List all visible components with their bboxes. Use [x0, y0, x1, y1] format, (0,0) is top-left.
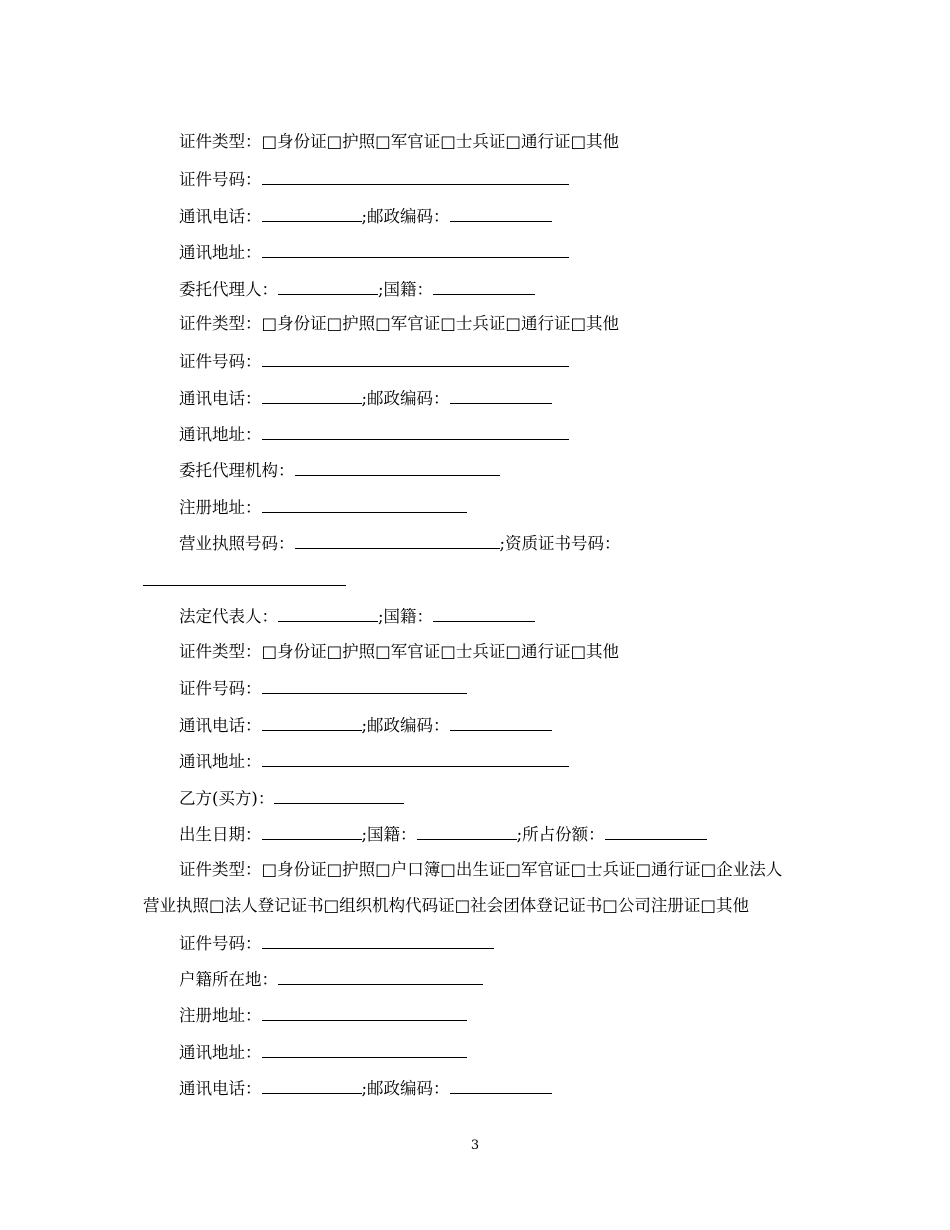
- buyer-blank: [274, 788, 404, 804]
- id-type-options: 证件类型：□身份证□护照□军官证□士兵证□通行证□其他: [179, 132, 620, 151]
- agent-phone-line: [179, 388, 552, 409]
- household-line: [179, 969, 483, 990]
- postcode-label: ;邮政编码：: [361, 207, 450, 226]
- agent-postcode-blank: [450, 388, 552, 404]
- address-blank: [262, 242, 569, 258]
- birth-share-line: [179, 824, 707, 845]
- buyer-nationality-label: ;国籍：: [361, 825, 417, 844]
- buyer-address-line: [179, 1042, 467, 1063]
- buyer-id-number-label: 证件号码：: [179, 934, 262, 953]
- agent-id-number-blank: [262, 351, 569, 367]
- birth-date-label: 出生日期：: [179, 825, 262, 844]
- agency-label: 委托代理机构：: [179, 461, 295, 480]
- buyer-phone-label: 通讯电话：: [179, 1079, 262, 1098]
- legal-rep-id-number-label: 证件号码：: [179, 679, 262, 698]
- phone-label: 通讯电话：: [179, 207, 262, 226]
- address-line: [179, 242, 569, 263]
- buyer-postcode-blank: [450, 1078, 552, 1094]
- license-blank: [295, 533, 500, 549]
- legal-rep-id-type-line: [179, 642, 619, 662]
- buyer-phone-line: [179, 1078, 552, 1099]
- agency-line: [179, 460, 500, 481]
- agent-id-number-line: [179, 351, 569, 372]
- buyer-reg-address-blank: [262, 1005, 467, 1021]
- buyer-reg-address-label: 注册地址：: [179, 1006, 262, 1025]
- qualification-blank-line: [143, 570, 346, 591]
- agent-address-line: [179, 424, 569, 445]
- license-line: [179, 533, 621, 554]
- legal-rep-address-label: 通讯地址：: [179, 752, 262, 771]
- reg-address-line: [179, 497, 467, 518]
- legal-rep-id-number-line: [179, 678, 467, 699]
- qualification-label: ;资质证书号码：: [499, 534, 621, 553]
- share-label: ;所占份额：: [516, 825, 605, 844]
- buyer-id-type-options-2: 营业执照□法人登记证书□组织机构代码证□社会团体登记证书□公司注册证□其他: [143, 896, 749, 915]
- legal-rep-nationality-blank: [433, 606, 535, 622]
- agent-address-blank: [262, 424, 569, 440]
- buyer-line: [179, 788, 404, 809]
- agent-address-label: 通讯地址：: [179, 425, 262, 444]
- agent-label: 委托代理人：: [179, 280, 278, 299]
- legal-rep-phone-line: [179, 715, 552, 736]
- id-number-line: [179, 169, 569, 190]
- agent-id-type-line: [179, 314, 619, 334]
- legal-rep-phone-label: 通讯电话：: [179, 716, 262, 735]
- phone-postcode-line: [179, 206, 552, 227]
- postcode-blank: [450, 206, 552, 222]
- license-label: 营业执照号码：: [179, 534, 295, 553]
- legal-rep-postcode-blank: [450, 715, 552, 731]
- legal-rep-blank: [278, 606, 378, 622]
- buyer-id-type-line: [179, 860, 782, 880]
- household-blank: [278, 969, 483, 985]
- buyer-postcode-label: ;邮政编码：: [361, 1079, 450, 1098]
- nationality-blank: [433, 279, 535, 295]
- reg-address-blank: [262, 497, 467, 513]
- qualification-blank: [143, 570, 346, 586]
- share-blank: [605, 824, 707, 840]
- legal-rep-id-number-blank: [262, 678, 467, 694]
- household-label: 户籍所在地：: [179, 970, 278, 989]
- id-number-blank: [262, 169, 569, 185]
- buyer-address-blank: [262, 1042, 467, 1058]
- nationality-label: ;国籍：: [378, 280, 434, 299]
- buyer-label: 乙方(买方)：: [179, 789, 275, 808]
- reg-address-label: 注册地址：: [179, 498, 262, 517]
- agent-line: [179, 279, 535, 300]
- birth-date-blank: [262, 824, 362, 840]
- legal-rep-line: [179, 606, 535, 627]
- buyer-id-number-line: [179, 933, 494, 954]
- phone-blank: [262, 206, 362, 222]
- legal-rep-address-line: [179, 751, 569, 772]
- buyer-id-type-options: 证件类型：□身份证□护照□户口簿□出生证□军官证□士兵证□通行证□企业法人: [179, 860, 783, 879]
- agent-phone-blank: [262, 388, 362, 404]
- legal-rep-label: 法定代表人：: [179, 607, 278, 626]
- buyer-reg-address-line: [179, 1005, 467, 1026]
- legal-rep-id-type-options: 证件类型：□身份证□护照□军官证□士兵证□通行证□其他: [179, 642, 620, 661]
- legal-rep-nationality-label: ;国籍：: [378, 607, 434, 626]
- buyer-nationality-blank: [417, 824, 517, 840]
- id-type-line: [179, 132, 619, 152]
- legal-rep-phone-blank: [262, 715, 362, 731]
- agent-postcode-label: ;邮政编码：: [361, 389, 450, 408]
- buyer-id-type-line-2: [143, 896, 749, 916]
- agent-blank: [278, 279, 378, 295]
- agent-id-type-options: 证件类型：□身份证□护照□军官证□士兵证□通行证□其他: [179, 314, 620, 333]
- agency-blank: [295, 460, 500, 476]
- address-label: 通讯地址：: [179, 243, 262, 262]
- buyer-address-label: 通讯地址：: [179, 1043, 262, 1062]
- agent-phone-label: 通讯电话：: [179, 389, 262, 408]
- page-number: 3: [470, 1138, 480, 1153]
- agent-id-number-label: 证件号码：: [179, 352, 262, 371]
- id-number-label: 证件号码：: [179, 170, 262, 189]
- buyer-phone-blank: [262, 1078, 362, 1094]
- legal-rep-address-blank: [262, 751, 569, 767]
- buyer-id-number-blank: [262, 933, 494, 949]
- legal-rep-postcode-label: ;邮政编码：: [361, 716, 450, 735]
